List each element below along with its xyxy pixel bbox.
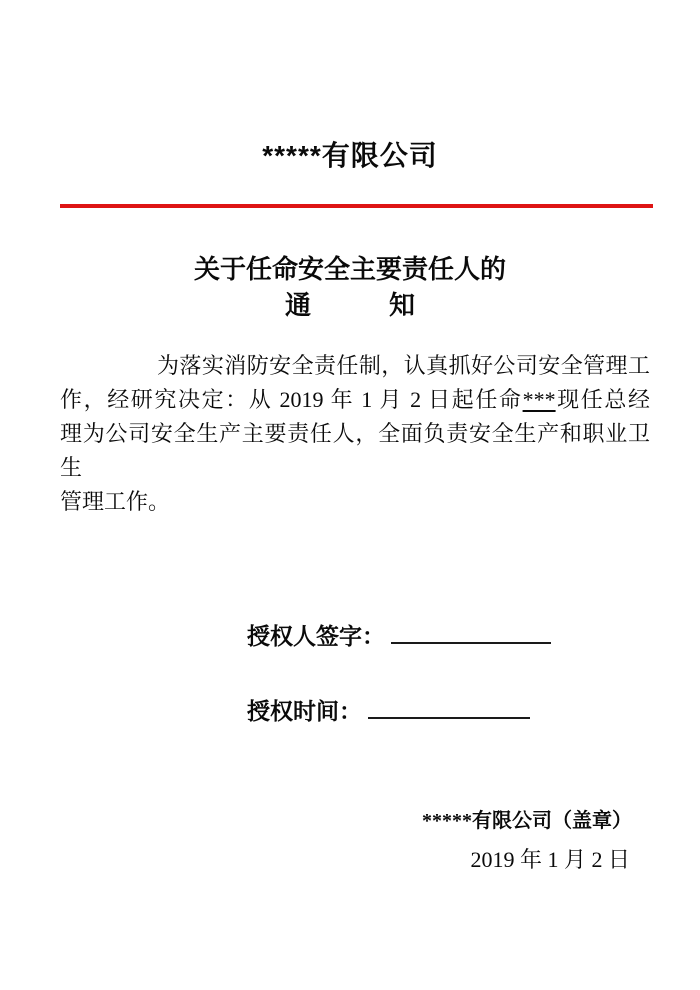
signer-signature-blank bbox=[391, 618, 551, 644]
body-line-4: 管理工作。 bbox=[60, 489, 171, 514]
notice-title-line1: 关于任命安全主要责任人的 bbox=[193, 255, 506, 284]
body-line-2-pre: 作，经研究决定：从 2019 年 1 月 2 日起任命 bbox=[60, 387, 523, 412]
signer-signature-row bbox=[247, 618, 551, 652]
company-title: *****有限公司 bbox=[262, 140, 438, 171]
appointee-name-placeholder: *** bbox=[522, 387, 556, 412]
footer-date: 2019 年 1 月 2 日 bbox=[470, 847, 630, 872]
authorization-time-row bbox=[247, 693, 530, 727]
body-line-1: 为落实消防安全责任制，认真抓好公司安全管理工 bbox=[157, 353, 650, 378]
signer-signature-label: 授权人签字： bbox=[247, 624, 385, 649]
authorization-time-label: 授权时间： bbox=[247, 699, 362, 724]
footer-block bbox=[422, 808, 632, 875]
body-line-2-post: 现任总经 bbox=[555, 387, 650, 412]
body-line-2 bbox=[60, 383, 650, 417]
notice-title-line2: 通 知 bbox=[284, 291, 415, 320]
authorization-time-blank bbox=[368, 693, 530, 719]
header-rule-divider bbox=[60, 204, 653, 208]
footer-company-seal-line: *****有限公司（盖章） bbox=[422, 810, 632, 832]
body-line-3: 理为公司安全生产主要责任人，全面负责安全生产和职业卫生 bbox=[60, 421, 650, 480]
notice-body bbox=[60, 349, 650, 519]
